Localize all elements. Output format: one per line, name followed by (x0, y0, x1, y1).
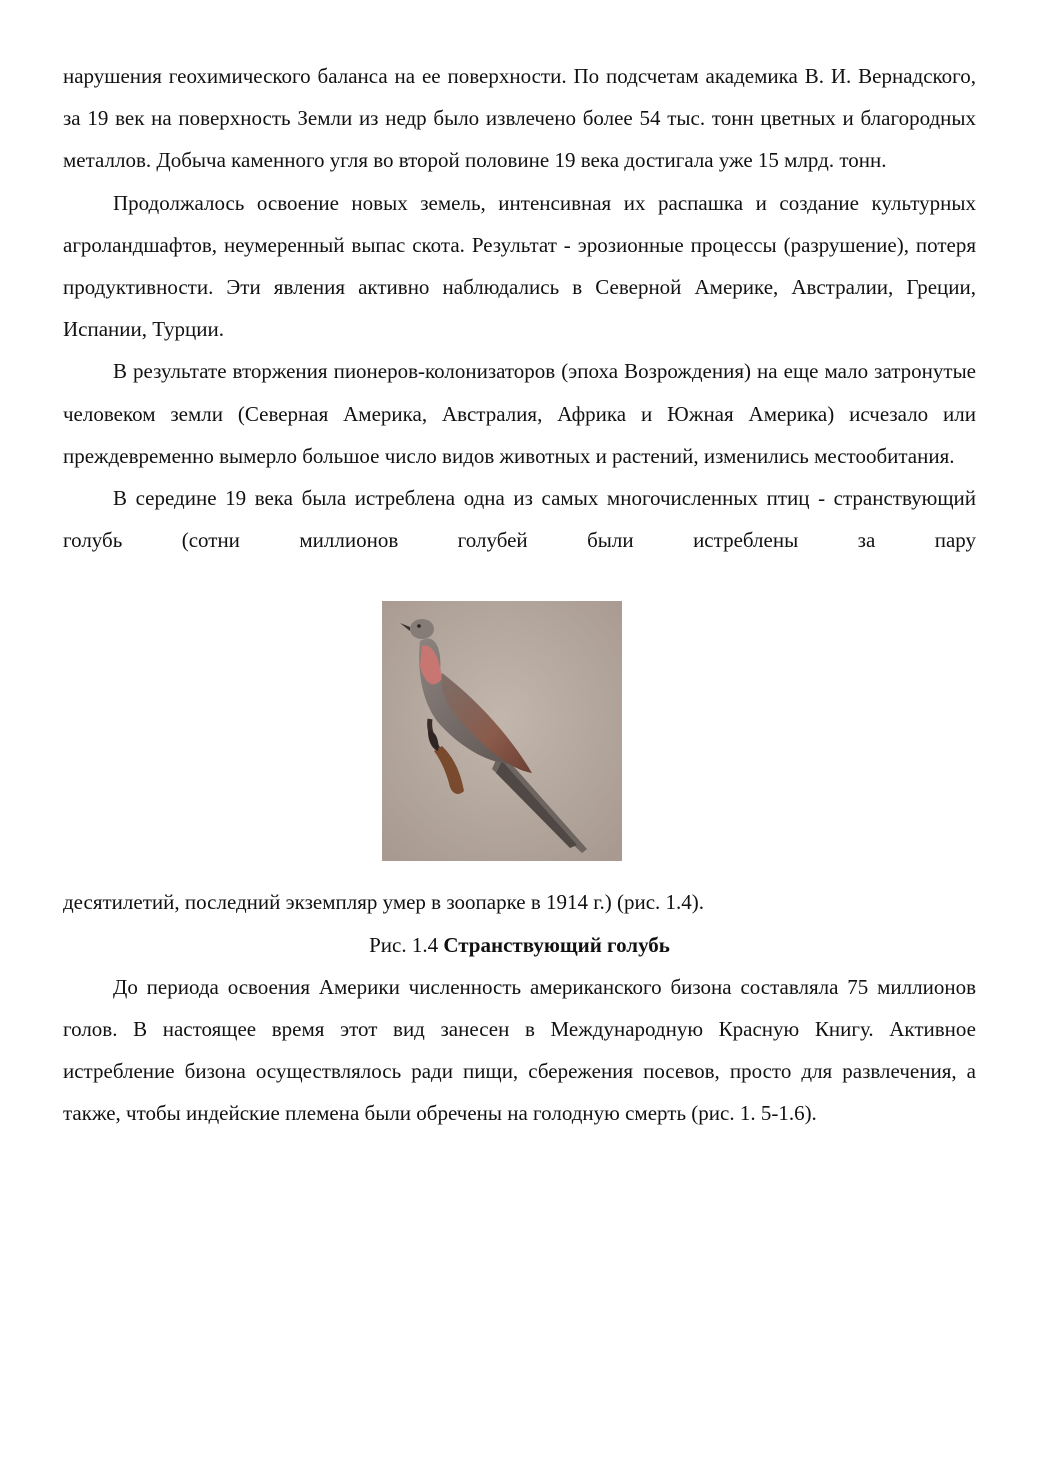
paragraph-pigeon-extinction: десятилетий, последний экземпляр умер в зоопарке в 1914 г.) (рис. 1.4). (63, 890, 705, 915)
caption-prefix: Рис. 1.4 (369, 932, 444, 957)
paragraph-passenger-pigeon: В середине 19 века была истреблена одна из самых многочисленных птиц - странствующий голубь (сотни миллионов голубей были истреблены за пару (63, 486, 976, 553)
passenger-pigeon-photo (382, 601, 622, 861)
figure-1-4 (63, 561, 976, 881)
paragraph-land-development: Продолжалось освоение новых земель, интенсивная их распашка и создание культурных агроландшафтов, неумеренный выпас скота. Результат - эрозионные процессы (разрушение), потеря продуктивности. Эти явления активно наблюдались в Северной Америке, Австралии, Греции, Испании, Турции. (63, 190, 976, 342)
pigeon-illustration (382, 601, 622, 861)
paragraph-geochemical: нарушения геохимического баланса на ее поверхности. По подсчетам академика В. И. Вернадского, за 19 век на поверхность Земли из недр было извлечено более 54 тыс. тонн цветных и благородных металлов. Добыча каменного угля во второй половине 19 века достигала уже 15 млрд. тонн. (63, 64, 976, 173)
figure-caption (63, 924, 976, 966)
paragraph-bison: До периода освоения Америки численность американского бизона составляла 75 миллионов голов. В настоящее время этот вид занесен в Международную Красную Книгу. Активное истребление бизона осуществлялось ради пищи, сбережения посевов, просто для развлечения, а также, чтобы индейские племена были обречены на голодную смерть (рис. 1. 5-1.6). (63, 974, 976, 1126)
paragraph-colonization: В результате вторжения пионеров-колонизаторов (эпоха Возрождения) на еще мало затронутые человеком земли (Северная Америка, Австралия, Африка и Южная Америка) исчезало или преждевременно вымерло большое число видов животных и растений, изменились местообитания. (63, 359, 976, 468)
caption-title: Странствующий голубь (443, 932, 670, 957)
document-page (63, 55, 976, 1134)
